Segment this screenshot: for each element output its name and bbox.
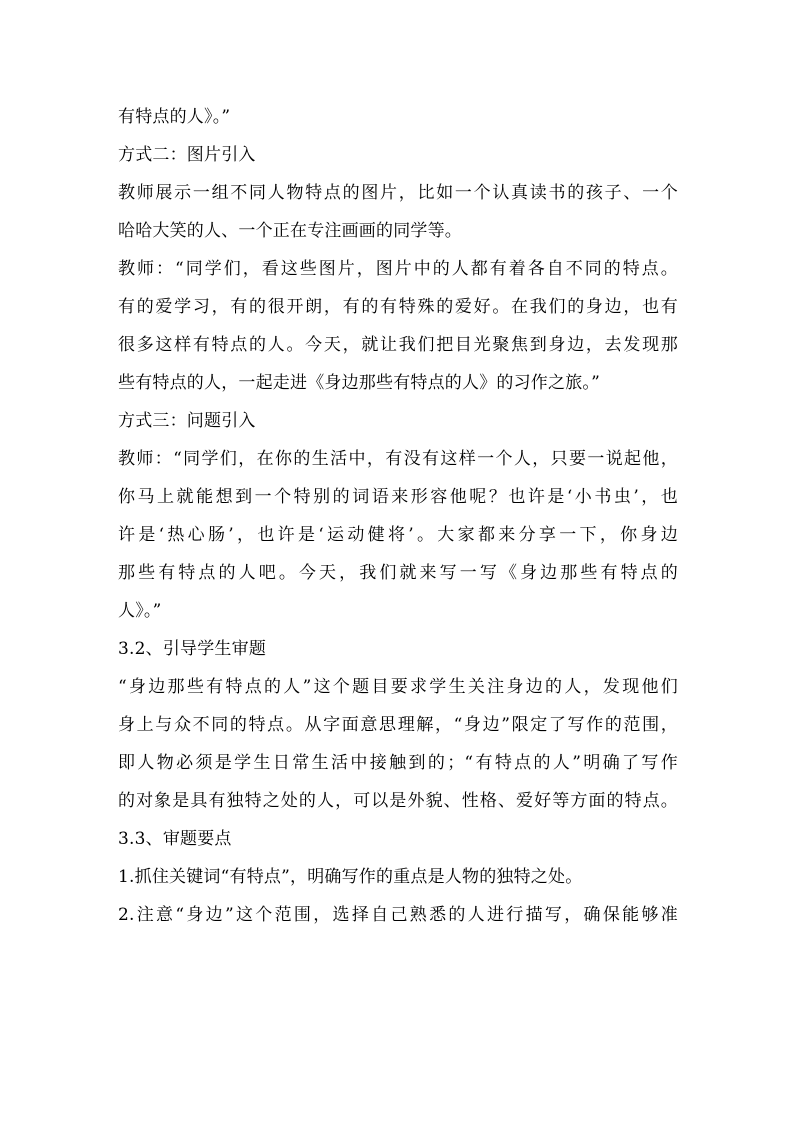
section-heading: 3.2、引导学生审题 <box>118 639 267 659</box>
text-line: 身上与众不同的特点。从字面意思理解，“身边”限定了写作的范围， <box>118 715 678 735</box>
text-line: 人》。” <box>118 601 162 621</box>
text-line: 那些有特点的人吧。今天，我们就来写一写《身边那些有特点的 <box>118 563 678 583</box>
text-line: 你马上就能想到一个特别的词语来形容他呢？也许是‘小书虫’，也 <box>118 487 678 507</box>
text-line: 即人物必须是学生日常生活中接触到的；“有特点的人”明确了写作 <box>118 753 678 773</box>
section-heading: 3.3、审题要点 <box>118 829 232 849</box>
text-line: 有特点的人》。” <box>118 107 231 127</box>
text-line: 很多这样有特点的人。今天，就让我们把目光聚焦到身边，去发现那 <box>118 335 678 355</box>
document-body <box>118 98 678 934</box>
text-line: “身边那些有特点的人”这个题目要求学生关注身边的人，发现他们 <box>118 677 678 697</box>
text-line: 的对象是具有独特之处的人，可以是外貌、性格、爱好等方面的特点。 <box>118 791 678 811</box>
text-line: 些有特点的人，一起走进《身边那些有特点的人》的习作之旅。” <box>118 373 600 393</box>
section-heading: 方式三：问题引入 <box>118 411 256 431</box>
text-line: 许是‘热心肠’，也许是‘运动健将’。大家都来分享一下，你身边 <box>118 525 678 545</box>
text-line: 教师展示一组不同人物特点的图片，比如一个认真读书的孩子、一个 <box>118 183 678 203</box>
text-line: 哈哈大笑的人、一个正在专注画画的同学等。 <box>118 221 462 241</box>
text-line: 教师：“同学们，看这些图片，图片中的人都有着各自不同的特点。 <box>118 259 678 279</box>
list-item: 1.抓住关键词“有特点”，明确写作的重点是人物的独特之处。 <box>118 867 583 887</box>
text-line: 有的爱学习，有的很开朗，有的有特殊的爱好。在我们的身边，也有 <box>118 297 678 317</box>
section-heading: 方式二：图片引入 <box>118 145 256 165</box>
text-line: 教师：“同学们，在你的生活中，有没有这样一个人，只要一说起他， <box>118 449 678 469</box>
list-item: 2.注意“身边”这个范围，选择自己熟悉的人进行描写，确保能够准 <box>118 905 678 925</box>
